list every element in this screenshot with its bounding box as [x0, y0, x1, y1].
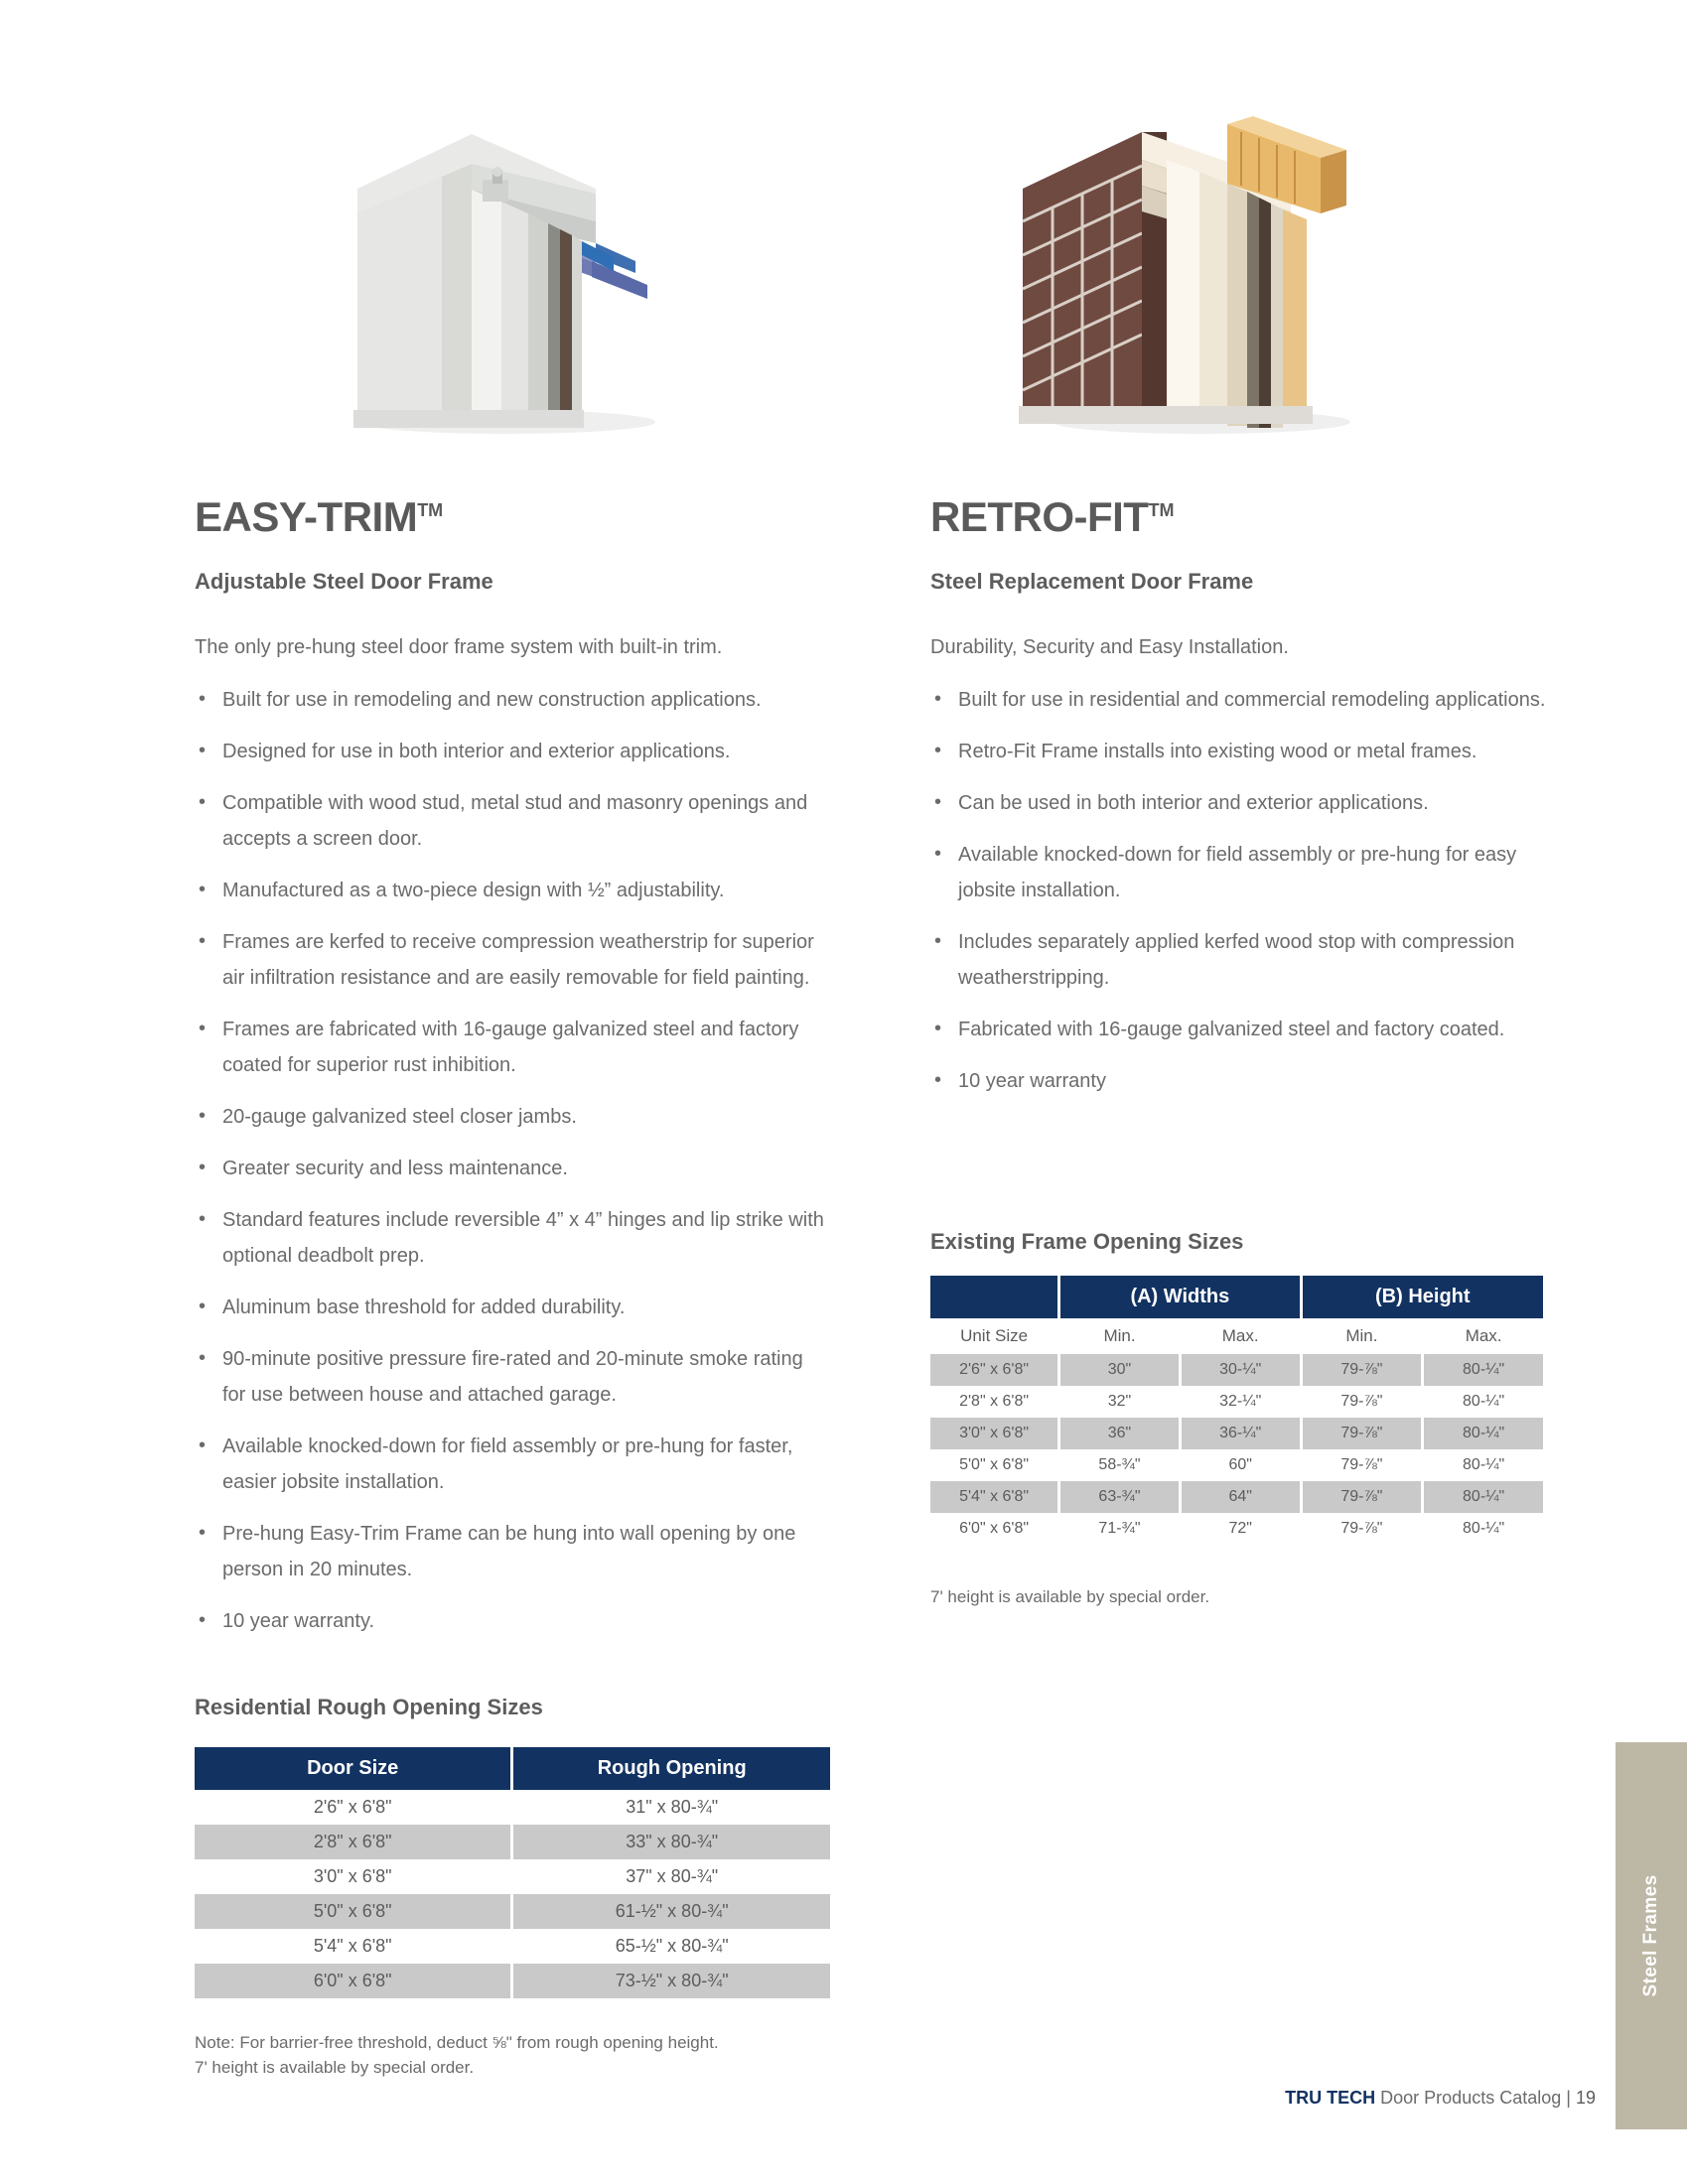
table-subheader-cell: Min. [1301, 1318, 1423, 1354]
easy-trim-bullet-item: • Frames are kerfed to receive compression weatherstrip for superior air infiltration resistance and are easily removable for field painting. [195, 924, 830, 996]
table-cell: 58-¾" [1059, 1449, 1181, 1481]
existing-frame-group-blank [930, 1276, 1059, 1318]
table-row [930, 1513, 1545, 1545]
table-cell: 37" x 80-¾" [512, 1859, 830, 1894]
easy-trim-bullet-item: • Aluminum base threshold for added durability. [195, 1290, 830, 1325]
retro-fit-note-line1: 7' height is available by special order. [930, 1587, 1210, 1606]
table-cell: 2'8" x 6'8" [930, 1386, 1059, 1418]
easy-trim-bullet-item: • 20-gauge galvanized steel closer jambs. [195, 1099, 830, 1135]
table-cell: 65-½" x 80-¾" [512, 1929, 830, 1964]
rough-opening-header-row [195, 1747, 830, 1790]
table-row [195, 1964, 830, 1998]
side-tab-steel-frames [1616, 1742, 1687, 2129]
easy-trim-note-line1: Note: For barrier-free threshold, deduct ⅝" from rough opening height. [195, 2033, 719, 2052]
table-cell: 79-⅞" [1301, 1418, 1423, 1449]
table-cell: 79-⅞" [1301, 1354, 1423, 1386]
table-row [930, 1386, 1545, 1418]
table-cell: 5'4" x 6'8" [930, 1481, 1059, 1513]
easy-trim-title [195, 493, 443, 541]
table-cell: 6'0" x 6'8" [930, 1513, 1059, 1545]
rough-opening-header-rough-opening: Rough Opening [512, 1747, 830, 1790]
table-cell: 71-¾" [1059, 1513, 1181, 1545]
table-cell: 79-⅞" [1301, 1386, 1423, 1418]
retro-fit-bullet-item: • 10 year warranty [930, 1063, 1566, 1099]
easy-trim-bullet-item: • 10 year warranty. [195, 1603, 830, 1639]
table-cell: 72" [1180, 1513, 1301, 1545]
retro-fit-diagram [993, 94, 1410, 462]
easy-trim-bullet-item: • Frames are fabricated with 16-gauge galvanized steel and factory coated for superior rust inhibition. [195, 1012, 830, 1083]
retro-fit-bullet-item: • Retro-Fit Frame installs into existing wood or metal frames. [930, 734, 1566, 769]
table-cell: 36-¼" [1180, 1418, 1301, 1449]
table-cell: 5'4" x 6'8" [195, 1929, 512, 1964]
table-cell: 30" [1059, 1354, 1181, 1386]
table-cell: 80-¼" [1423, 1354, 1545, 1386]
table-cell: 80-¼" [1423, 1481, 1545, 1513]
easy-trim-illustration [298, 94, 715, 462]
table-cell: 80-¼" [1423, 1513, 1545, 1545]
table-row [930, 1354, 1545, 1386]
retro-fit-bullet-item: • Includes separately applied kerfed wood stop with compression weatherstripping. [930, 924, 1566, 996]
retro-fit-bullet-item: • Can be used in both interior and exterior applications. [930, 785, 1566, 821]
existing-frame-group-widths: (A) Widths [1059, 1276, 1301, 1318]
easy-trim-subtitle: Adjustable Steel Door Frame [195, 569, 493, 594]
rough-opening-label: Residential Rough Opening Sizes [195, 1695, 543, 1719]
existing-frame-label: Existing Frame Opening Sizes [930, 1229, 1244, 1254]
table-cell: 33" x 80-¾" [512, 1825, 830, 1859]
easy-trim-bullet-list [195, 682, 830, 1655]
table-subheader-cell: Min. [1059, 1318, 1181, 1354]
footer-separator: | [1566, 2088, 1571, 2108]
retro-fit-note [930, 1585, 1546, 1610]
table-cell: 61-½" x 80-¾" [512, 1894, 830, 1929]
easy-trim-title-text: EASY-TRIM [195, 493, 418, 540]
table-row [195, 1929, 830, 1964]
table-cell: 3'0" x 6'8" [930, 1418, 1059, 1449]
existing-frame-opening-table [930, 1276, 1546, 1545]
easy-trim-bullet-item: • Available knocked-down for field assembly or pre-hung for faster, easier jobsite installation. [195, 1429, 830, 1500]
table-row [195, 1825, 830, 1859]
footer [1285, 2088, 1596, 2109]
easy-trim-diagram [298, 94, 715, 462]
retro-fit-title-text: RETRO-FIT [930, 493, 1149, 540]
easy-trim-bullet-item: • 90-minute positive pressure fire-rated and 20-minute smoke rating for use between house and attached garage. [195, 1341, 830, 1413]
table-cell: 80-¼" [1423, 1386, 1545, 1418]
table-cell: 2'6" x 6'8" [930, 1354, 1059, 1386]
retro-fit-subtitle: Steel Replacement Door Frame [930, 569, 1254, 594]
easy-trim-bullet-item: • Standard features include reversible 4” x 4” hinges and lip strike with optional deadbolt prep. [195, 1202, 830, 1274]
retro-fit-bullet-item: • Available knocked-down for field assembly or pre-hung for easy jobsite installation. [930, 837, 1566, 908]
easy-trim-note-line2: 7' height is available by special order. [195, 2057, 475, 2077]
table-cell: 80-¼" [1423, 1418, 1545, 1449]
table-cell: 36" [1059, 1418, 1181, 1449]
table-subheader-row [930, 1318, 1545, 1354]
easy-trim-note [195, 2031, 830, 2080]
table-cell: 30-¼" [1180, 1354, 1301, 1386]
existing-frame-group-header-row [930, 1276, 1545, 1318]
table-row [930, 1449, 1545, 1481]
easy-trim-bullet-item: • Compatible with wood stud, metal stud and masonry openings and accepts a screen door. [195, 785, 830, 857]
table-cell: 2'8" x 6'8" [195, 1825, 512, 1859]
table-row [930, 1481, 1545, 1513]
footer-text: Door Products Catalog [1380, 2088, 1562, 2108]
table-row [930, 1418, 1545, 1449]
footer-brand: TRU TECH [1285, 2088, 1376, 2108]
table-cell: 32" [1059, 1386, 1181, 1418]
table-cell: 79-⅞" [1301, 1449, 1423, 1481]
table-cell: 79-⅞" [1301, 1513, 1423, 1545]
table-cell: 60" [1180, 1449, 1301, 1481]
rough-opening-header-door-size: Door Size [195, 1747, 512, 1790]
table-cell: 63-¾" [1059, 1481, 1181, 1513]
table-subheader-cell: Unit Size [930, 1318, 1059, 1354]
easy-trim-title-tm: TM [417, 500, 444, 520]
table-row [195, 1894, 830, 1929]
table-cell: 73-½" x 80-¾" [512, 1964, 830, 1998]
easy-trim-lead: The only pre-hung steel door frame system with built-in trim. [195, 636, 723, 658]
table-subheader-cell: Max. [1423, 1318, 1545, 1354]
retro-fit-illustration [993, 94, 1410, 462]
table-row [195, 1859, 830, 1894]
table-cell: 31" x 80-¾" [512, 1790, 830, 1825]
table-cell: 3'0" x 6'8" [195, 1859, 512, 1894]
retro-fit-title [930, 493, 1174, 541]
retro-fit-lead: Durability, Security and Easy Installation. [930, 636, 1289, 658]
table-cell: 5'0" x 6'8" [195, 1894, 512, 1929]
retro-fit-bullet-list [930, 682, 1566, 1115]
table-cell: 80-¼" [1423, 1449, 1545, 1481]
table-cell: 32-¼" [1180, 1386, 1301, 1418]
retro-fit-bullet-item: • Fabricated with 16-gauge galvanized steel and factory coated. [930, 1012, 1566, 1047]
table-cell: 64" [1180, 1481, 1301, 1513]
side-tab-label: Steel Frames [1640, 1874, 1661, 1997]
existing-frame-group-height: (B) Height [1301, 1276, 1544, 1318]
table-subheader-cell: Max. [1180, 1318, 1301, 1354]
table-cell: 5'0" x 6'8" [930, 1449, 1059, 1481]
footer-page-number: 19 [1575, 2088, 1596, 2108]
easy-trim-bullet-item: • Built for use in remodeling and new construction applications. [195, 682, 830, 718]
easy-trim-bullet-item: • Pre-hung Easy-Trim Frame can be hung into wall opening by one person in 20 minutes. [195, 1516, 830, 1587]
table-cell: 2'6" x 6'8" [195, 1790, 512, 1825]
easy-trim-bullet-item: • Designed for use in both interior and exterior applications. [195, 734, 830, 769]
easy-trim-bullet-item: • Greater security and less maintenance. [195, 1151, 830, 1186]
retro-fit-title-tm: TM [1148, 500, 1175, 520]
table-row [195, 1790, 830, 1825]
easy-trim-bullet-item: • Manufactured as a two-piece design with ½” adjustability. [195, 873, 830, 908]
table-cell: 6'0" x 6'8" [195, 1964, 512, 1998]
table-cell: 79-⅞" [1301, 1481, 1423, 1513]
retro-fit-bullet-item: • Built for use in residential and commercial remodeling applications. [930, 682, 1566, 718]
rough-opening-table [195, 1747, 830, 1998]
